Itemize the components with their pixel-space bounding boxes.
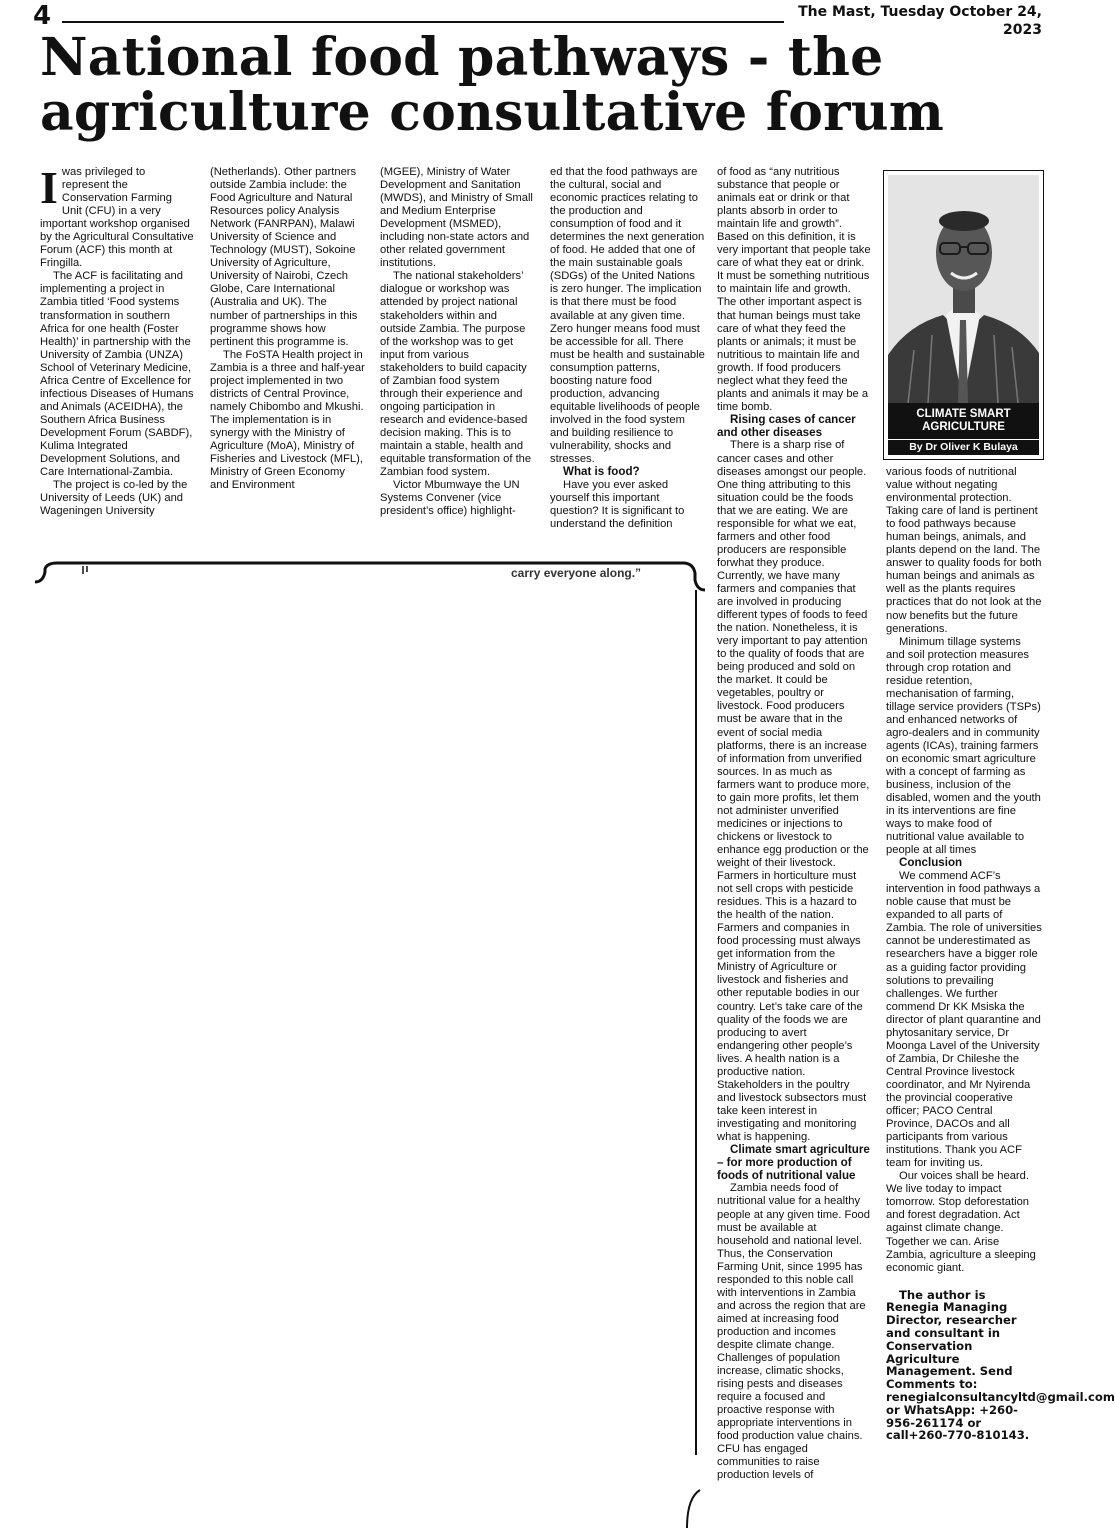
paragraph: of food as “any nutritious substance that people or animals eat or drink or that plants absorb in order to maintain life and growth”. Based on this definition, it is very important that people take care of what they eat or drink. It must be something nutritious to maintain life and growth. The other important aspect is that human beings must take care of what they feed the plants or animals; it must be nutritious to maintain life and growth. If food producers neglect what they feed the plants and animals it may be a time bomb. bbox=[717, 166, 871, 413]
paragraph: The ACF is facilitating and implementing a project in Zambia titled ‘Food systems transformation in southern Africa for one health (Foster Health)’ in partnership with the University of Zambia (UNZA) School of Veterinary Medicine, Africa Centre of Excellence for infectious Diseases of Humans and Animals (ACEIDHA), the Southern Africa Business Development Forum (SABDF), Kulima Integrated Development Solutions, and Care International-Zambia. bbox=[40, 270, 194, 479]
article-column-4 bbox=[550, 166, 705, 546]
subheading: Conclusion bbox=[899, 856, 963, 870]
subheading: What is food? bbox=[563, 465, 640, 479]
header-rule bbox=[62, 21, 784, 23]
paragraph: We commend ACF’s intervention in food pathways a noble cause that must be expanded to all parts of Zambia. The role of universities cannot be underestimated as researchers have a bigger role as a guiding factor providing solutions to prevailing challenges. We further commend Dr KK Msiska the director of plant quarantine and phytosanitary service, Dr Moonga Lavel of the University of Zambia, Dr Chileshe the Central Province livestock coordinator, and Mr Nyirenda the provincial cooperative officer; PACO Central Province, DACOs and all participants from various institutions. Thank you ACF team for inviting us. bbox=[886, 870, 1042, 1170]
paragraph: was privileged to represent the Conservation Farming Unit (CFU) in a very important workshop organised by the Agricultural Consultative Forum (ACF) this month at Fringilla. bbox=[40, 166, 194, 270]
headline-line-1: National food pathways - the bbox=[40, 27, 884, 88]
column-label: CLIMATE SMART AGRICULTURE bbox=[888, 403, 1039, 439]
paragraph: Have you ever asked yourself this important question? It is significant to understand the definition bbox=[550, 478, 685, 531]
paragraph: Our voices shall be heard. We live today to impact tomorrow. Stop deforestation and forest degradation. Act against climate change. Together we can. Arise Zambia, agriculture a sleeping economic giant. bbox=[886, 1170, 1036, 1274]
byline: By Dr Oliver K Bulaya bbox=[888, 439, 1039, 455]
author-photo-box bbox=[883, 170, 1044, 460]
author-photo bbox=[888, 175, 1039, 403]
headline-line-2: agriculture consultative forum bbox=[40, 82, 944, 143]
advert-frame bbox=[35, 560, 707, 1528]
paragraph: (Netherlands). Other partners outside Zambia include: the Food Agriculture and Natural Resources policy Analysis Network (FANRPAN), Malawi University of Science and Technology (MUST), Sokoine University of Agriculture, University of Nairobi, Czech Globe, Care International (Australia and UK). The number of partnerships in this programme shows how pertinent this programme is. bbox=[210, 166, 358, 348]
paragraph: There is a sharp rise of cancer cases and other diseases amongst our people. One thing attributing to this situation could be the foods that we are eating. We are responsible for what we eat, farmers and other food producers are responsible forwhat they produce. Currently, we have many farmers and companies that are involved in producing different types of foods to feed the nation. Nonetheless, it is very important to pay attention to the quality of foods that are being produced and sold on the market. It could be vegetables, poultry or livestock. Food producers must be aware that in the event of social media platforms, there is an increase of information from unverified sources. In as much as farmers want to produce more, to gain more profits, let them not administer unverified medicines or injections to chickens or livestock to enhance egg production or the weight of their livestock. Farmers in horticulture must not sell crops with pesticide residues. This is a hazard to the health of the nation. Farmers and companies in food processing must always get information from the Ministry of Agriculture or livestock and fisheries and other reputable bodies in our country. Let’s take care of the quality of the foods we are producing to avert endangering other people’s lives. A health nation is a productive nation. Stakeholders in the poultry and livestock subsectors must take keen interest in investigating and monitoring what is happening. bbox=[717, 439, 870, 1143]
article-column-6 bbox=[886, 466, 1115, 1528]
author-bio: The author is Renegia Managing Director, researcher and consultant in Conservation Agriculture Management. Send Comments to: renegialconsultancyltd@gmail.com or WhatsApp: +260-956-261174 or call+260-770-810143. bbox=[886, 1287, 1115, 1443]
paragraph: Minimum tillage systems and soil protection measures through crop rotation and residue retention, mechanisation of farming, tillage service providers (TSPs) and enhanced networks of agro-dealers and in community agents (ICAs), training farmers on economic smart agriculture with a concept of farming as business, inclusion of the disabled, women and the youth in its interventions are fine ways to make food of nutritional value available to people at all times bbox=[886, 635, 1041, 857]
paragraph: ed that the food pathways are the cultural, social and economic practices relating to the production and consumption of food and it determines the next generation of food. He added that one of the main sustainable goals (SDGs) of the United Nations is zero hunger. The implication is that there must be food available at any given time. Zero hunger means food must be accessible for all. There must be health and sustainable consumption patterns, boosting nature food production, advancing equitable livelihoods of people involved in the food system and building resilience to vulnerability, shocks and stresses. bbox=[550, 166, 705, 466]
paragraph: The implementation is in synergy with the Ministry of Agriculture (MoA), Ministry of Fisheries and Livestock (MFL), Ministry of Green Economy and Environment bbox=[210, 413, 363, 492]
publication-date: The Mast, Tuesday October 24, 2023 bbox=[798, 4, 1042, 38]
paragraph: Zambia needs food of nutritional value for a healthy people at any given time. Food must be available at household and national level. Thus, the Conservation Farming Unit, since 1995 has responded to this noble call with interventions in Zambia and across the region that are aimed at increasing food production and incomes despite climate change. Challenges of population increase, climatic shocks, rising pests and diseases require a focused and proactive response with appropriate interventions in food production value chains. CFU has engaged communities to raise production levels of bbox=[717, 1182, 870, 1482]
paragraph: (MGEE), Ministry of Water Development and Sanitation (MWDS), and Ministry of Small and Medium Enterprise Development (MSMED), including non-state actors and other related government institutions. bbox=[380, 166, 533, 270]
subheading: Rising cases of cancer and other diseases bbox=[717, 412, 856, 439]
headline bbox=[40, 27, 1050, 143]
drop-cap: I bbox=[40, 162, 58, 213]
article-column-5 bbox=[717, 166, 871, 1528]
article-column-1 bbox=[40, 162, 194, 546]
page-number: 4 bbox=[33, 1, 52, 31]
paragraph: various foods of nutritional value without negating environmental protection. Taking care of land is pertinent to food pathways because human beings, animals, and plants depend on the land. The answer to quality foods for both human beings and animals as well as the plants requires practices that do not look at the now benefits but the future generations. bbox=[886, 466, 1042, 635]
article-column-2 bbox=[210, 166, 365, 546]
paragraph: Victor Mbumwaye the UN Systems Convener (vice president’s office) highlight- bbox=[380, 479, 520, 518]
advert-border bbox=[35, 560, 707, 1528]
advert-text-fragment: carry everyone along.” bbox=[511, 566, 642, 580]
paragraph: The project is co-led by the University of Leeds (UK) and Wageningen University bbox=[40, 479, 188, 518]
article-column-3 bbox=[380, 166, 535, 546]
paragraph: The FoSTA Health project in Zambia is a three and half-year project implemented in two districts of Central Province, namely Chibombo and Mkushi. bbox=[210, 348, 365, 413]
subheading: Climate smart agriculture – for more production of foods of nutritional value bbox=[717, 1143, 870, 1182]
paragraph: The national stakeholders’ dialogue or workshop was attended by project national stakeholders within and outside Zambia. The purpose of the workshop was to get input from various stakeholders to build capacity of Zambian food system through their experience and ongoing participation in research and evidence-based decision making. This is to maintain a stable, health and equitable transformation of the Zambian food system. bbox=[380, 270, 532, 479]
